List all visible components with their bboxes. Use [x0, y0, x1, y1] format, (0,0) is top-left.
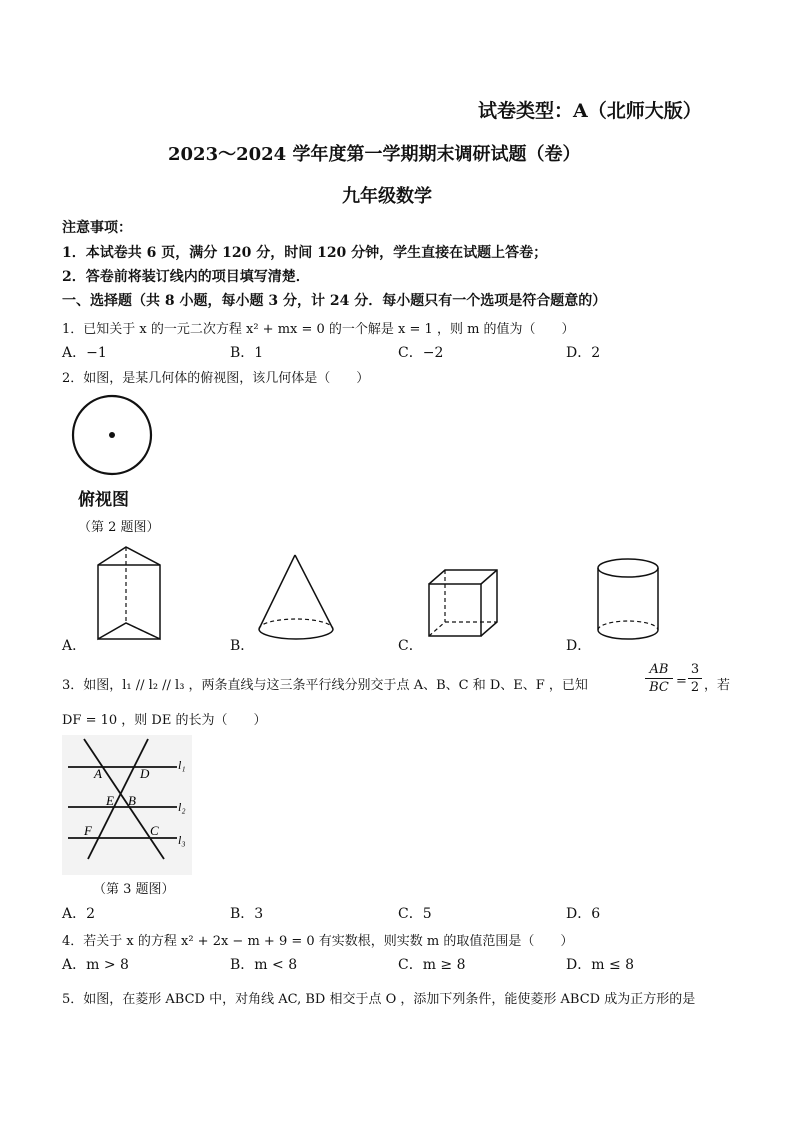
fraction-denominator: 2 — [690, 680, 700, 695]
q4-option-a: A．m > 8 — [62, 957, 129, 973]
point-e-label: E — [106, 793, 114, 808]
top-view-figure — [70, 395, 160, 485]
line-l1-label: l₁ — [178, 758, 186, 772]
equals-sign: = — [676, 674, 687, 689]
q3-option-b: B．3 — [230, 906, 264, 922]
note-item: 2．答卷前将装订线内的项目填写清楚． — [62, 269, 310, 285]
q1-option-b: B．1 — [230, 345, 264, 361]
q3-option-c: C．5 — [398, 906, 432, 922]
question-4-text: 4．若关于 x 的方程 x² + 2x − m + 9 = 0 有实数根，则实数 m 的取值范围是（ ） — [62, 934, 574, 949]
question-2-text: 2．如图，是某几何体的俯视图，该几何体是（ ） — [62, 371, 370, 386]
notes-heading: 注意事项： — [62, 220, 132, 236]
q2-option-c: C． — [398, 638, 423, 654]
paper-type-label: 试卷类型：A（北师大版） — [478, 100, 702, 122]
q2-option-b: B． — [230, 638, 255, 654]
note-item: 1．本试卷共 6 页，满分 120 分，时间 120 分钟，学生直接在试题上答卷； — [62, 245, 548, 261]
point-b-label: B — [128, 793, 136, 808]
triangular-prism-figure — [90, 545, 170, 645]
question-3-text-a: 3．如图，l₁ // l₂ // l₃ ，两条直线与这三条平行线分别交于点 A、B、C 和 D、E、F ，已知 — [62, 678, 588, 693]
question-5-text: 5．如图，在菱形 ABCD 中，对角线 AC, BD 相交于点 O ，添加下列条件，能使菱形 ABCD 成为正方形的是 — [62, 992, 696, 1007]
cube-figure — [425, 566, 505, 646]
q2-figure-caption: （第 2 题图） — [78, 520, 160, 535]
fraction-numerator: 3 — [690, 662, 700, 677]
exam-title: 2023～2024 学年度第一学期期末调研试题（卷） — [168, 144, 581, 165]
fraction-denominator: BC — [649, 680, 669, 695]
question-3-text-b: ，若 — [704, 678, 731, 693]
point-d-label: D — [140, 766, 150, 781]
q1-option-a: A．−1 — [62, 345, 107, 361]
fraction-bar — [645, 678, 673, 679]
q1-option-d: D．2 — [566, 345, 601, 361]
q4-option-d: D．m ≤ 8 — [566, 957, 635, 973]
q2-option-d: D． — [566, 638, 592, 654]
q4-option-c: C．m ≥ 8 — [398, 957, 466, 973]
top-view-center-dot — [109, 432, 115, 438]
q3-option-a: A．2 — [62, 906, 96, 922]
fraction-bar — [688, 678, 702, 679]
fraction-3-2 — [688, 662, 702, 695]
cone-figure — [255, 553, 340, 643]
q4-option-b: B．m < 8 — [230, 957, 298, 973]
q3-figure-caption: （第 3 题图） — [93, 882, 175, 897]
question-1-text: 1．已知关于 x 的一元二次方程 x² + mx = 0 的一个解是 x = 1 ，则 m 的值为（ ） — [62, 322, 575, 337]
parallel-lines-figure — [62, 735, 192, 875]
line-l2-label: l₂ — [178, 800, 186, 814]
q3-option-d: D．6 — [566, 906, 601, 922]
fraction-numerator: AB — [649, 662, 669, 677]
q1-option-c: C．−2 — [398, 345, 444, 361]
section-heading: 一、选择题（共 8 小题，每小题 3 分，计 24 分．每小题只有一个选项是符合题意的） — [62, 293, 607, 309]
cylinder-figure — [595, 556, 665, 646]
top-view-label: 俯视图 — [78, 490, 129, 510]
question-3-text-c: DF = 10 ，则 DE 的长为（ ） — [62, 713, 267, 728]
point-c-label: C — [150, 823, 159, 838]
line-l3-label: l₃ — [178, 833, 186, 847]
point-f-label: F — [84, 823, 92, 838]
point-a-label: A — [94, 766, 102, 781]
subject-title: 九年级数学 — [342, 186, 432, 207]
fraction-ab-bc — [645, 662, 673, 695]
q2-option-a: A． — [62, 638, 87, 654]
